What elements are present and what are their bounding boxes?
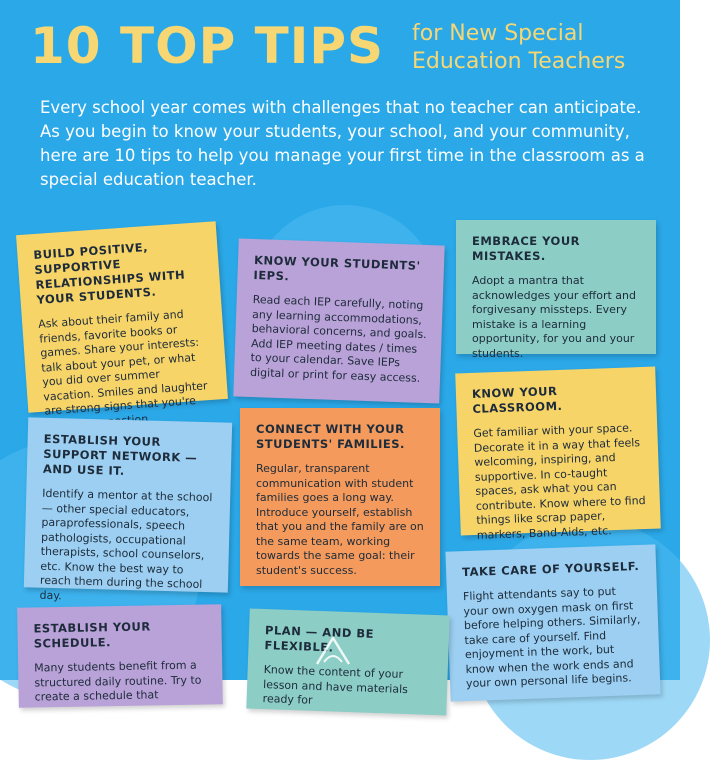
tip-body: Many students benefit from a structured daily routine. Try to create a schedule that	[34, 658, 202, 704]
tip-body: Regular, transparent communication with student families goes a long way. Introduce yourself, establish that you and the family are on the same team, working towards the same goal: their student's success.	[256, 462, 424, 577]
tip-card-mistakes	[456, 220, 656, 360]
intro-text: Every school year comes with challenges that no teacher can anticipate. As you begin to know your students, your school, and your community, here are 10 tips to help you manage your first time in the classroom as a special education teacher.	[40, 98, 645, 189]
tip-body: Read each IEP carefully, noting any learning accommodations, behavioral concerns, and goals. Add IEP meeting dates / times to your calendar. Save IEPs digital or print for easy access.	[249, 292, 427, 385]
tip-card-self-care	[445, 544, 660, 701]
tip-title: BUILD POSITIVE, SUPPORTIVE RELATIONSHIPS WITH YOUR STUDENTS.	[32, 240, 186, 307]
tip-body: Know the content of your lesson and have materials ready for	[262, 663, 409, 707]
page-subtitle: for New Special Education Teachers	[412, 21, 626, 74]
tip-title: PLAN — AND BE FLEXIBLE.	[264, 623, 375, 655]
tip-body: Ask about their family and friends, favorite books or games. Share your interests: talk about your pet, or what you did over summer vacation. Smiles and laughter are strong signs that you're	[37, 307, 208, 418]
tip-title: KNOW YOUR CLASSROOM.	[471, 383, 563, 416]
tip-card-support-network	[24, 417, 232, 602]
tip-card-ieps	[233, 238, 444, 403]
tip-title: ESTABLISH YOUR SUPPORT NETWORK — AND USE IT.	[42, 431, 198, 478]
tip-title: TAKE CARE OF YOURSELF.	[461, 558, 640, 580]
logo-icon	[313, 632, 353, 668]
tip-body: Adopt a mantra that acknowledges your effort and forgivesany missteps. Every mistake is a learning opportunity, for you and your students.	[472, 274, 636, 360]
tip-title: KNOW YOUR STUDENTS' IEPS.	[253, 253, 421, 284]
page-title: 10 TOP TIPS	[30, 17, 385, 75]
tip-body: Identify a mentor at the school— other special educators, paraprofessionals, speech pathologists, occupational therapists, school counselors, etc. Know the best way to reach them during the school day.	[39, 486, 213, 602]
tip-title: CONNECT WITH YOUR STUDENTS' FAMILIES.	[256, 422, 405, 451]
tip-card-classroom	[455, 367, 661, 542]
tip-body: Flight attendants say to put your own oxygen mask on first before helping others. Similarly, take care of yourself. Find enjoyment in the work, but know when the work ends and your own personal life begins.	[462, 584, 641, 691]
tip-card-families	[240, 408, 440, 586]
tip-card-schedule	[17, 604, 223, 708]
tip-title: EMBRACE YOUR MISTAKES.	[472, 234, 581, 263]
tip-card-relationships	[16, 221, 228, 418]
tip-title: ESTABLISH YOUR SCHEDULE.	[33, 619, 151, 651]
tip-body: Get familiar with your space. Decorate it in a way that feels welcoming, inspiring, and supportive. In co-taught spaces, ask what you can contribute. Know where to find things like scrap paper, markers, Band-Aids, etc.	[473, 421, 646, 542]
